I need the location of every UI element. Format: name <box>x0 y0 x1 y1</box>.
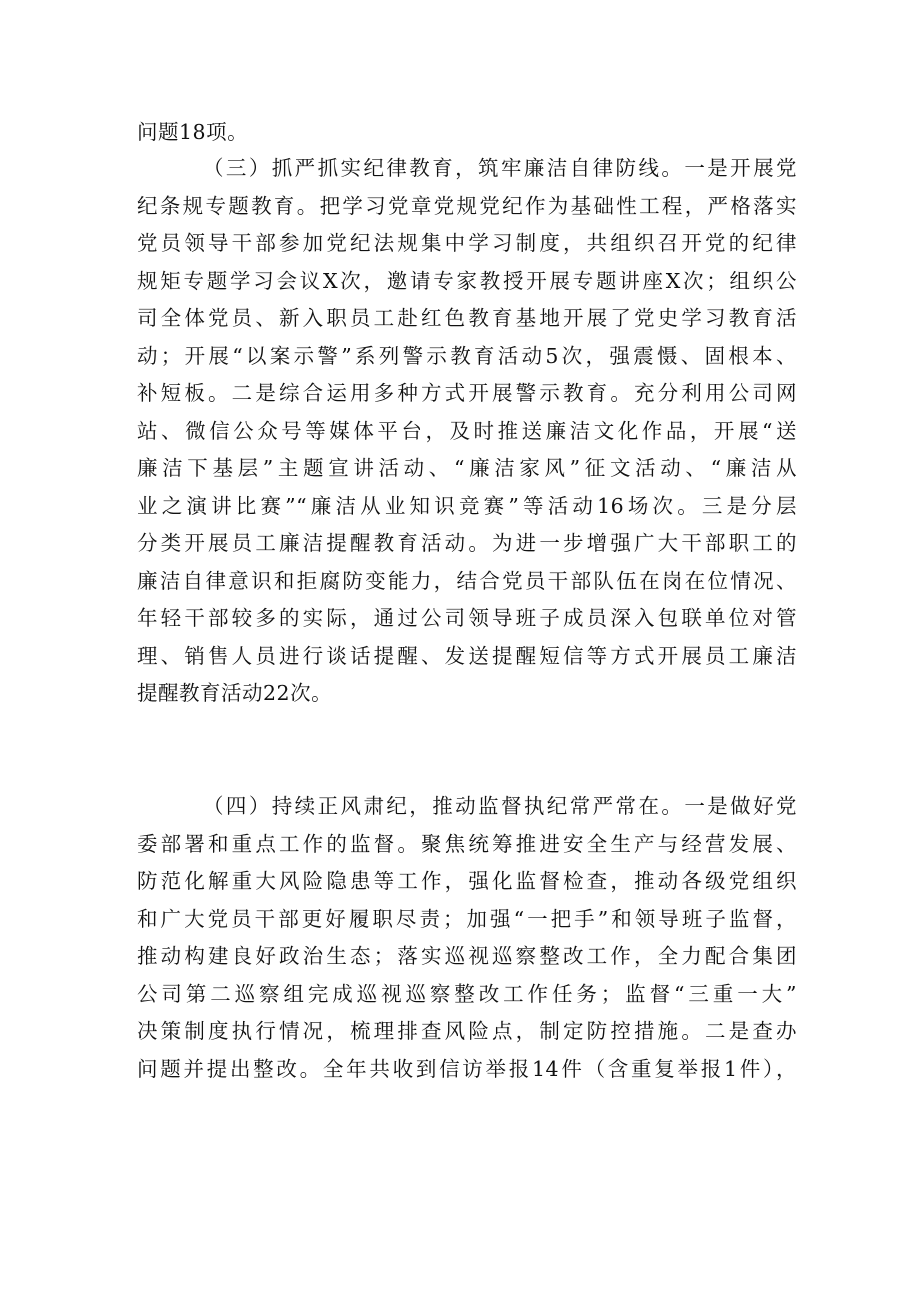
paragraph-line: 提醒教育活动22次。 <box>137 681 333 705</box>
paragraph-continued <box>137 114 797 152</box>
paragraph-line: 党员领导干部参加党纪法规集中学习制度，共组织召开党的纪律 <box>137 231 797 255</box>
paragraph-discipline-education <box>137 150 797 713</box>
paragraph-line: 问题并提出整改。全年共收到信访举报14件（含重复举报1件）， <box>137 1056 797 1081</box>
paragraph-line: 纪条规专题教育。把学习党章党规党纪作为基础性工程，严格落实 <box>137 193 797 218</box>
paragraph-supervision <box>137 788 797 1088</box>
paragraph-line: 理、销售人员进行谈话提醒、发送提醒短信等方式开展员工廉洁 <box>137 643 797 668</box>
paragraph-line: 年轻干部较多的实际，通过公司领导班子成员深入包联单位对管 <box>137 606 797 630</box>
paragraph-line: 公司第二巡察组完成巡视巡察整改工作任务；监督“三重一大” <box>137 981 797 1006</box>
paragraph-line: 动；开展“以案示警”系列警示教育活动5次，强震慑、固根本、 <box>137 343 797 368</box>
paragraph-line: 推动构建良好政治生态；落实巡视巡察整改工作，全力配合集团 <box>137 944 797 968</box>
paragraph-line: （三）抓严抓实纪律教育，筑牢廉洁自律防线。一是开展党 <box>203 156 797 180</box>
paragraph-line: 司全体党员、新入职员工赴红色教育基地开展了党史学习教育活 <box>137 306 797 330</box>
paragraph-line: 决策制度执行情况，梳理排查风险点，制定防控措施。二是查办 <box>137 1019 797 1043</box>
paragraph-line: 委部署和重点工作的监督。聚焦统筹推进安全生产与经营发展、 <box>137 831 797 856</box>
paragraph-line: 分类开展员工廉洁提醒教育活动。为进一步增强广大干部职工的 <box>137 531 797 555</box>
paragraph-line: 和广大党员干部更好履职尽责；加强“一把手”和领导班子监督， <box>137 906 797 931</box>
paragraph-line: 站、微信公众号等媒体平台，及时推送廉洁文化作品，开展“送 <box>137 418 797 443</box>
paragraph-line: 规矩专题学习会议X次，邀请专家教授开展专题讲座X次；组织公 <box>137 268 797 293</box>
paragraph-line: 问题18项。 <box>137 120 249 144</box>
paragraph-line: 补短板。二是综合运用多种方式开展警示教育。充分利用公司网 <box>137 381 797 405</box>
paragraph-line: 廉洁自律意识和拒腐防变能力，结合党员干部队伍在岗在位情况、 <box>137 568 797 593</box>
paragraph-line: 廉洁下基层”主题宣讲活动、“廉洁家风”征文活动、“廉洁从 <box>137 456 797 480</box>
paragraph-line: 防范化解重大风险隐患等工作，强化监督检查，推动各级党组织 <box>137 869 797 893</box>
paragraph-line: 业之演讲比赛”“廉洁从业知识竞赛”等活动16场次。三是分层 <box>137 493 797 518</box>
paragraph-line: （四）持续正风肃纪，推动监督执纪常严常在。一是做好党 <box>203 794 797 818</box>
